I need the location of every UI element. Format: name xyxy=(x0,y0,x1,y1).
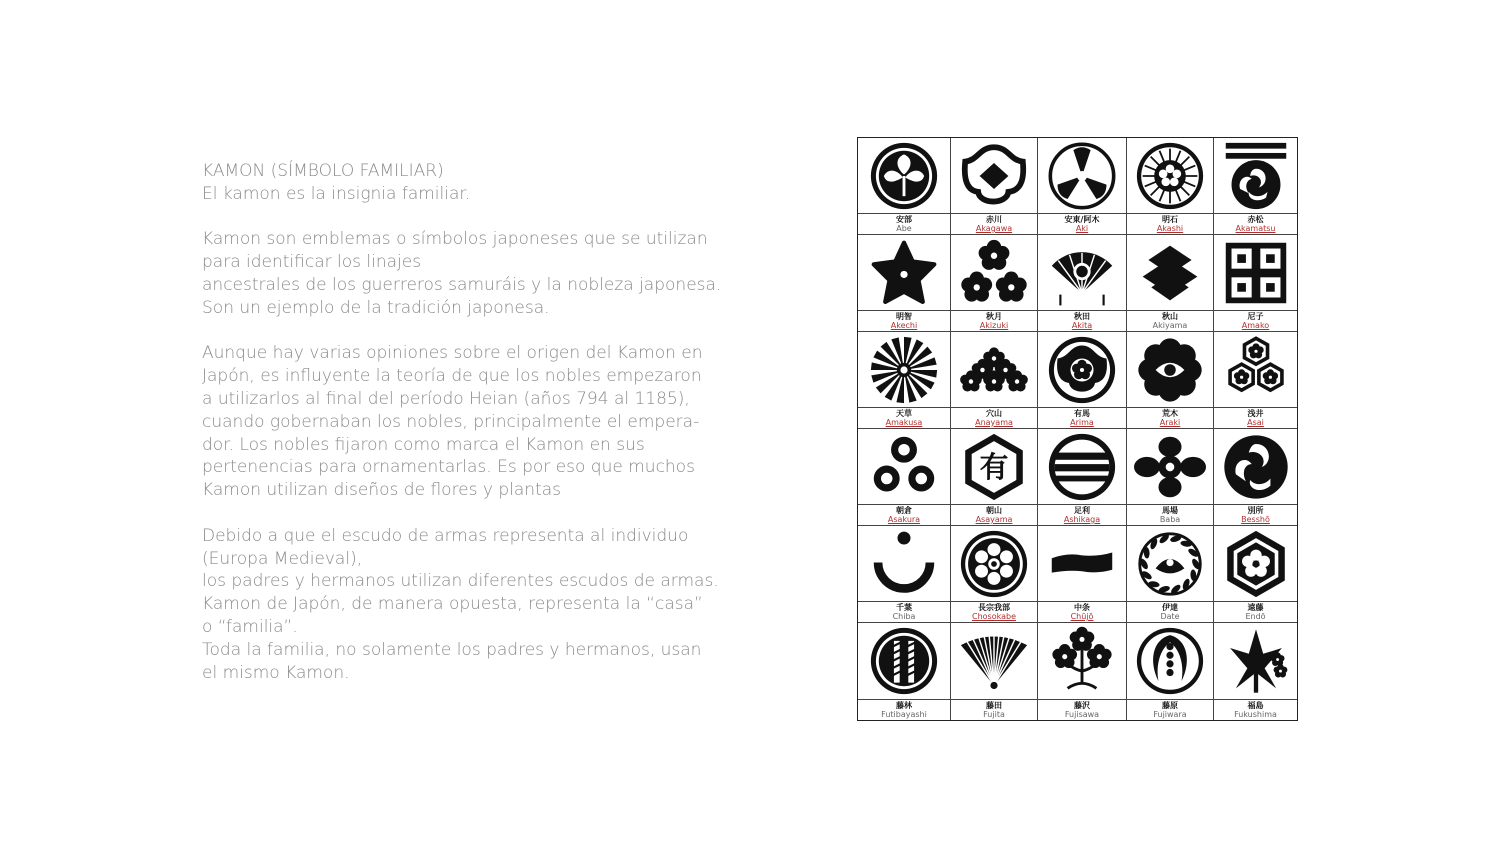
kamon-caption xyxy=(1038,602,1126,622)
kamon-caption xyxy=(858,311,950,331)
kamon-kanji: 天草 xyxy=(896,409,912,418)
kamon-kanji: 荒木 xyxy=(1162,409,1178,418)
kamon-cell xyxy=(1214,429,1297,526)
kamon-caption xyxy=(858,700,950,720)
kamon-kanji: 秋月 xyxy=(986,312,1002,321)
text-line: (Europa Medieval), xyxy=(202,548,363,569)
kamon-cell xyxy=(1127,623,1214,720)
kamon-kanji: 遠藤 xyxy=(1247,603,1264,612)
kamon-caption xyxy=(858,602,950,622)
kamon-romaji-link[interactable]: Aki xyxy=(1075,224,1089,233)
kamon-cell xyxy=(858,526,951,623)
kamon-cell xyxy=(1127,526,1214,623)
four-squares-icon xyxy=(1214,235,1297,311)
kamon-kanji: 長宗我部 xyxy=(978,603,1010,612)
kamon-kanji: 安東/阿木 xyxy=(1064,215,1100,224)
kamon-caption xyxy=(1214,214,1297,234)
kamon-cell xyxy=(1038,623,1127,720)
kamon-romaji-link[interactable]: Besshō xyxy=(1241,515,1270,524)
folding-fan-icon xyxy=(951,623,1037,700)
kamon-romaji: Fujisawa xyxy=(1064,710,1100,719)
kamon-romaji: Baba xyxy=(1159,515,1181,524)
katabami-ring-icon xyxy=(951,526,1037,602)
text-line: para identificar los linajes xyxy=(202,252,422,273)
kamon-caption xyxy=(951,505,1037,525)
kamon-caption xyxy=(1038,214,1126,234)
kamon-romaji: Futibayashi xyxy=(881,710,927,719)
kamon-kanji: 秋山 xyxy=(1162,312,1178,321)
kamon-caption xyxy=(858,505,950,525)
text-line: Kamon utilizan diseños de flores y plantas xyxy=(202,480,562,501)
kamon-romaji-link[interactable]: Akizuki xyxy=(979,321,1009,330)
kamon-romaji-link[interactable]: Amako xyxy=(1241,321,1270,330)
kamon-caption xyxy=(1127,505,1213,525)
kamon-caption xyxy=(1038,311,1126,331)
text-line: dor. Los nobles fijaron como marca el Kamon en sus xyxy=(202,434,645,455)
kamon-kanji: 朝山 xyxy=(986,506,1002,515)
kamon-romaji: Abe xyxy=(896,224,912,233)
triple-leaf-icon xyxy=(1038,138,1126,214)
peony-icon xyxy=(1127,332,1213,408)
kamon-cell xyxy=(1214,623,1297,720)
kamon-kanji: 明石 xyxy=(1162,215,1178,224)
text-line: Kamon son emblemas o símbolos japoneses que se utilizan xyxy=(202,229,708,250)
kamon-kanji: 赤松 xyxy=(1247,215,1264,224)
text-line: a utilizarlos al final del período Heian (años 794 al 1185), xyxy=(202,388,690,409)
kamon-cell xyxy=(858,138,951,235)
kamon-romaji-link[interactable]: Asai xyxy=(1247,418,1264,427)
text-line: ancestrales de los guerreros samuráis y la nobleza japonesa. xyxy=(202,274,722,295)
kamon-romaji: Fujita xyxy=(983,710,1005,719)
bellflower-icon xyxy=(858,235,950,311)
kamon-caption xyxy=(1127,700,1213,720)
kamon-cell xyxy=(951,623,1038,720)
text-line: El kamon es la insignia familiar. xyxy=(202,183,471,204)
kamon-kanji: 赤川 xyxy=(986,215,1002,224)
mokko-icon xyxy=(951,138,1037,214)
kamon-romaji-link[interactable]: Chosokabe xyxy=(971,612,1016,621)
kamon-romaji: Endō xyxy=(1245,612,1266,621)
kamon-kanji: 藤林 xyxy=(896,701,912,710)
wisteria-circle-icon xyxy=(1127,623,1213,700)
kiri-circle-icon xyxy=(1127,138,1213,214)
kamon-romaji-link[interactable]: Akechi xyxy=(890,321,918,330)
kamon-cell xyxy=(1038,429,1127,526)
kamon-kanji: 中条 xyxy=(1074,603,1090,612)
three-flowers-icon xyxy=(951,235,1037,311)
text-line: o “familia”. xyxy=(202,616,298,637)
kamon-kanji: 千葉 xyxy=(896,603,912,612)
flower-diamonds-icon xyxy=(951,332,1037,408)
kamon-kanji: 別所 xyxy=(1247,506,1264,515)
kamon-kanji: 福島 xyxy=(1247,701,1264,710)
kamon-romaji-link[interactable]: Chūjō xyxy=(1070,612,1094,621)
kamon-caption xyxy=(1214,311,1297,331)
kamon-romaji-link[interactable]: Anayama xyxy=(975,418,1013,427)
kamon-kanji: 藤原 xyxy=(1162,701,1178,710)
feathers-circle-icon xyxy=(858,623,950,700)
text-line: los padres y hermanos utilizan diferentes escudos de armas. xyxy=(202,571,719,592)
kamon-caption xyxy=(1038,505,1126,525)
kamon-cell xyxy=(858,429,951,526)
tomoe-bars-icon xyxy=(1214,138,1297,214)
kamon-romaji-link[interactable]: Akagawa xyxy=(975,224,1013,233)
text-line: cuando gobernaban los nobles, principalmente el empera- xyxy=(202,411,700,432)
kamon-romaji-link[interactable]: Akamatsu xyxy=(1235,224,1276,233)
text-line: Japón, es influyente la teoría de que los nobles empezaron xyxy=(202,366,702,387)
kamon-cell xyxy=(858,623,951,720)
kamon-cell xyxy=(1214,526,1297,623)
kamon-romaji-link[interactable]: Araki xyxy=(1159,418,1181,427)
text-line: Debido a que el escudo de armas representa al individuo xyxy=(202,525,689,546)
kamon-caption xyxy=(951,700,1037,720)
kamon-caption xyxy=(858,408,950,428)
wide-flower-icon xyxy=(1127,429,1213,505)
kamon-cell xyxy=(951,526,1038,623)
kamon-cell xyxy=(951,235,1038,332)
kamon-romaji-link[interactable]: Asakura xyxy=(887,515,921,524)
kamon-cell xyxy=(1127,235,1214,332)
kamon-caption xyxy=(1214,505,1297,525)
kamon-caption xyxy=(951,214,1037,234)
kamon-kanji: 浅井 xyxy=(1247,409,1264,418)
kamon-cell xyxy=(1038,332,1127,429)
kamon-caption xyxy=(1127,602,1213,622)
kamon-caption xyxy=(1214,602,1297,622)
kamon-caption xyxy=(951,602,1037,622)
triple-mokko-icon xyxy=(858,429,950,505)
text-line: Son un ejemplo de la tradición japonesa. xyxy=(202,297,550,318)
hexagon-flower-icon xyxy=(1214,526,1297,602)
kamon-kanji: 足利 xyxy=(1074,506,1090,515)
bamboo-sparrow-icon xyxy=(1127,526,1213,602)
moon-star-icon xyxy=(858,526,950,602)
text-line: Kamon de Japón, de manera opuesta, representa la “casa” xyxy=(202,594,703,615)
stacked-diamonds-icon xyxy=(1127,235,1213,311)
paragraph-gap xyxy=(202,206,742,229)
kamon-cell xyxy=(951,332,1038,429)
kamon-romaji: Fujiwara xyxy=(1153,710,1187,719)
kamon-kanji: 藤田 xyxy=(986,701,1002,710)
kamon-kanji: 明智 xyxy=(896,312,912,321)
kamon-romaji-link[interactable]: Asayama xyxy=(975,515,1013,524)
kamon-romaji-link[interactable]: Arima xyxy=(1070,418,1094,427)
kamon-romaji-link[interactable]: Ashikaga xyxy=(1063,515,1101,524)
paragraph-gap xyxy=(202,320,742,343)
kamon-kanji: 秋田 xyxy=(1074,312,1090,321)
kamon-kanji: 有馬 xyxy=(1074,409,1090,418)
kamon-caption xyxy=(1127,311,1213,331)
svg-text:有: 有 xyxy=(979,449,1009,484)
kamon-kanji: 穴山 xyxy=(986,409,1002,418)
kamon-kanji: 尼子 xyxy=(1247,312,1264,321)
kamon-chart xyxy=(857,137,1298,721)
kamon-cell xyxy=(1214,332,1297,429)
kamon-romaji: Date xyxy=(1160,612,1180,621)
kamon-cell xyxy=(1127,138,1214,235)
kamon-kanji: 伊達 xyxy=(1162,603,1178,612)
kamon-romaji: Fukushima xyxy=(1234,710,1277,719)
kamon-cell xyxy=(1127,332,1214,429)
kamon-cell xyxy=(951,429,1038,526)
katabami-icon xyxy=(858,138,950,214)
three-hexagons-icon xyxy=(1214,332,1297,408)
kamon-kanji: 馬場 xyxy=(1162,506,1178,515)
text-line: el mismo Kamon. xyxy=(202,662,350,683)
kamon-cell xyxy=(1038,235,1127,332)
paragraph-gap xyxy=(202,502,742,525)
kamon-romaji: Chiba xyxy=(892,612,916,621)
mokko-circle-icon xyxy=(1038,332,1126,408)
kamon-caption xyxy=(1214,408,1297,428)
kamon-caption xyxy=(951,311,1037,331)
tomoe-icon xyxy=(1214,429,1297,505)
arrow-plant-icon xyxy=(1214,623,1297,700)
kamon-caption xyxy=(1038,408,1126,428)
single-bar-icon xyxy=(1038,526,1126,602)
kamon-caption xyxy=(951,408,1037,428)
kamon-cell xyxy=(858,235,951,332)
kamon-caption xyxy=(1127,408,1213,428)
text-line: Toda la familia, no solamente los padres y hermanos, usan xyxy=(202,639,702,660)
kamon-cell xyxy=(1038,526,1127,623)
kamon-cell xyxy=(1038,138,1127,235)
text-line: Aunque hay varias opiniones sobre el origen del Kamon en xyxy=(202,343,703,364)
sun-rays-icon xyxy=(858,332,950,408)
kamon-kanji: 安部 xyxy=(896,215,912,224)
kamon-kanji: 朝倉 xyxy=(896,506,912,515)
kamon-cell xyxy=(1214,138,1297,235)
kamon-caption xyxy=(1127,214,1213,234)
circle-bars-icon xyxy=(1038,429,1126,505)
hexagon-kanji-icon xyxy=(951,429,1037,505)
kamon-kanji: 藤沢 xyxy=(1074,701,1090,710)
kamon-caption xyxy=(858,214,950,234)
kamon-cell xyxy=(951,138,1038,235)
description-text xyxy=(202,160,742,684)
kamon-romaji-link[interactable]: Akashi xyxy=(1156,224,1184,233)
kamon-romaji: Akiyama xyxy=(1152,321,1188,330)
fan-icon xyxy=(1038,235,1126,311)
kamon-caption xyxy=(1038,700,1126,720)
kamon-caption xyxy=(1214,700,1297,720)
text-line: pertenencias para ornamentarlas. Es por eso que muchos xyxy=(202,457,695,478)
kamon-cell xyxy=(1214,235,1297,332)
kamon-cell xyxy=(858,332,951,429)
kamon-romaji-link[interactable]: Amakusa xyxy=(885,418,923,427)
kamon-cell xyxy=(1127,429,1214,526)
plant-flowers-icon xyxy=(1038,623,1126,700)
kamon-romaji-link[interactable]: Akita xyxy=(1071,321,1093,330)
heading-line: KAMON (SÍMBOLO FAMILIAR) xyxy=(202,161,444,181)
